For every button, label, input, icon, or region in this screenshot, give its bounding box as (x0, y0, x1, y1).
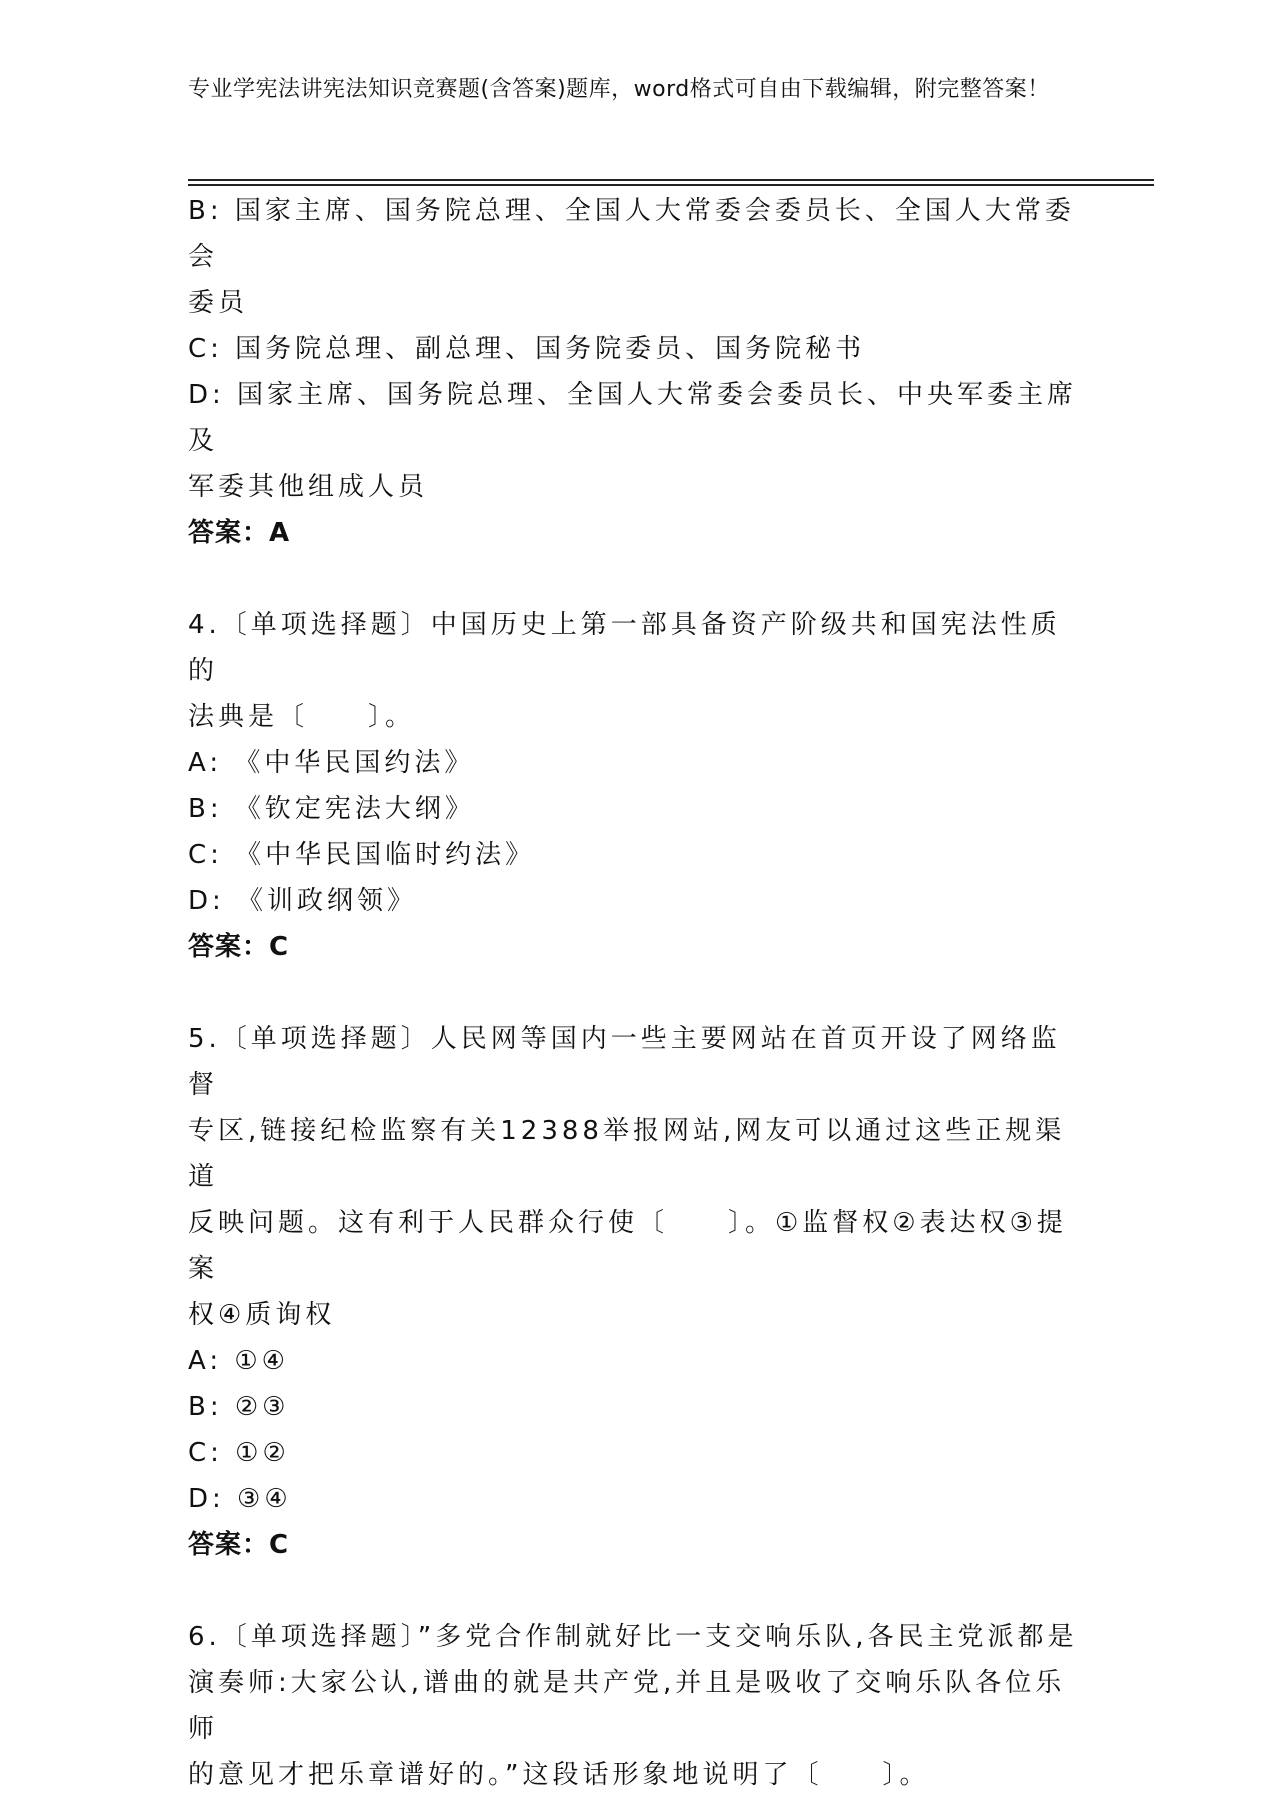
question-stem-line-2: 专区,链接纪检监察有关12388举报网站,网友可以通过这些正规渠道 (188, 1116, 1066, 1192)
document-body (188, 188, 1088, 1798)
option-d-line-2: 军委其他组成人员 (188, 472, 429, 502)
option-c: C: ①② (188, 1438, 290, 1468)
option-b-line-2: 委员 (188, 288, 249, 318)
option-b: B: 《钦定宪法大纲》 (188, 794, 475, 824)
option-c: C: 国务院总理、副总理、国务院委员、国务院秘书 (188, 334, 866, 364)
option-d: D: 《训政纲领》 (188, 886, 418, 916)
option-a: A: 《中华民国约法》 (188, 748, 475, 778)
spacer (188, 1568, 1088, 1614)
question-5 (188, 1016, 1088, 1568)
question-3 (188, 188, 1088, 556)
option-a: A: ①④ (188, 1346, 289, 1376)
spacer (188, 556, 1088, 602)
question-stem-line-2: 演奏师:大家公认,谱曲的就是共产党,并且是吸收了交响乐队各位乐师 (188, 1668, 1066, 1744)
question-stem-line-1: 4.〔单项选择题〕中国历史上第一部具备资产阶级共和国宪法性质的 (188, 610, 1061, 686)
question-4 (188, 602, 1088, 970)
option-c: C: 《中华民国临时约法》 (188, 840, 536, 870)
question-stem-line-4: 权④质询权 (188, 1300, 336, 1330)
question-stem-line-2: 法典是〔 〕。 (188, 702, 416, 732)
question-stem-line-1: 6.〔单项选择题〕”多党合作制就好比一支交响乐队,各民主党派都是 (188, 1622, 1078, 1652)
spacer (188, 970, 1088, 1016)
option-d-line-1: D: 国家主席、国务院总理、全国人大常委会委员长、中央军委主席及 (188, 380, 1078, 456)
question-stem-line-3: 反映问题。这有利于人民群众行使〔 〕。①监督权②表达权③提案 (188, 1208, 1067, 1284)
answer: 答案：C (188, 932, 290, 962)
question-stem-line-3: 的意见才把乐章谱好的。”这段话形象地说明了〔 〕。 (188, 1760, 930, 1790)
header-divider-bottom (188, 184, 1154, 186)
question-6 (188, 1614, 1088, 1798)
page-header: 专业学宪法讲宪法知识竞赛题(含答案)题库，word格式可自由下载编辑，附完整答案！ (188, 77, 1050, 102)
question-stem-line-1: 5.〔单项选择题〕人民网等国内一些主要网站在首页开设了网络监督 (188, 1024, 1061, 1100)
answer: 答案：C (188, 1530, 290, 1560)
option-b-line-1: B: 国家主席、国务院总理、全国人大常委会委员长、全国人大常委会 (188, 196, 1075, 272)
option-b: B: ②③ (188, 1392, 290, 1422)
option-d: D: ③④ (188, 1484, 292, 1514)
answer: 答案：A (188, 518, 291, 548)
header-divider-top (188, 179, 1154, 181)
